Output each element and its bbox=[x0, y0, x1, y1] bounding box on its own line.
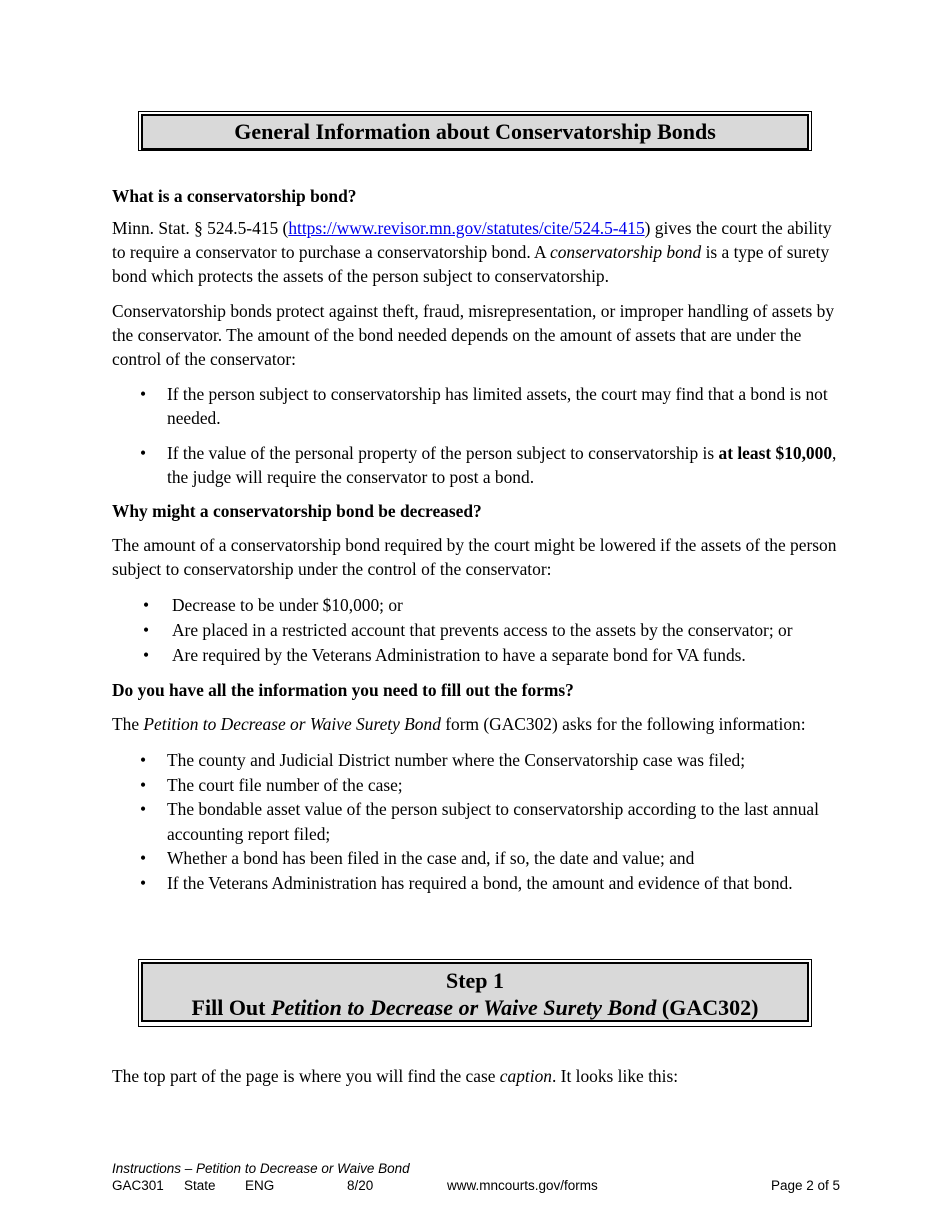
bond-conditions-list bbox=[112, 382, 840, 489]
list-item: • The bondable asset value of the person subject to conservatorship according to the last annual accounting report filed; bbox=[112, 797, 840, 846]
step-title-box bbox=[138, 959, 812, 1027]
statute-link[interactable]: https://www.revisor.mn.gov/statutes/cite/524.5-415 bbox=[288, 218, 645, 238]
heading-why-decreased: Why might a conservatorship bond be decreased? bbox=[112, 501, 482, 521]
conservatorship-bond-section bbox=[112, 184, 840, 895]
paragraph-bond-protection: Conservatorship bonds protect against theft, fraud, misrepresentation, or improper handling of assets by the conservator. The amount of the bond needed depends on the amount of assets that are under the control of the conservator: bbox=[112, 301, 835, 369]
footer-language: ENG bbox=[245, 1178, 275, 1193]
footer-info-row bbox=[112, 1177, 840, 1194]
section-title-box bbox=[138, 111, 812, 151]
paragraph-caption: The top part of the page is where you will find the case caption. It looks like this: bbox=[112, 1066, 679, 1086]
list-item: • If the Veterans Administration has required a bond, the amount and evidence of that bond. bbox=[112, 871, 840, 896]
step-description: Fill Out Petition to Decrease or Waive Surety Bond (GAC302) bbox=[191, 995, 759, 1020]
page-title: General Information about Conservatorship Bonds bbox=[141, 114, 809, 150]
list-item: • Whether a bond has been filed in the case and, if so, the date and value; and bbox=[112, 846, 840, 871]
list-item: • Are placed in a restricted account that prevents access to the assets by the conservator; or bbox=[112, 618, 840, 643]
footer-title: Instructions – Petition to Decrease or Waive Bond bbox=[112, 1161, 410, 1176]
paragraph-petition-form: The Petition to Decrease or Waive Surety Bond form (GAC302) asks for the following information: bbox=[112, 714, 806, 734]
caption-intro bbox=[112, 1064, 840, 1088]
heading-what-is-bond: What is a conservatorship bond? bbox=[112, 186, 357, 206]
page-footer bbox=[112, 1160, 840, 1194]
decrease-conditions-list bbox=[112, 593, 840, 668]
step-number: Step 1 bbox=[445, 968, 505, 993]
list-item: • Decrease to be under $10,000; or bbox=[112, 593, 840, 618]
paragraph-decrease: The amount of a conservatorship bond required by the court might be lowered if the assets of the person subject to conservatorship under the control of the conservator: bbox=[112, 535, 837, 579]
list-item: • If the person subject to conservatorship has limited assets, the court may find that a bond is not needed. bbox=[112, 382, 840, 430]
footer-page-number: Page 2 of 5 bbox=[770, 1178, 840, 1193]
list-item: • Are required by the Veterans Administration to have a separate bond for VA funds. bbox=[112, 643, 840, 668]
footer-date: 8/20 bbox=[347, 1178, 374, 1193]
footer-state: State bbox=[184, 1178, 216, 1193]
footer-form-number: GAC301 bbox=[112, 1178, 164, 1193]
list-item: • The court file number of the case; bbox=[112, 773, 840, 798]
list-item: • The county and Judicial District number where the Conservatorship case was filed; bbox=[112, 748, 840, 773]
list-item: • If the value of the personal property of the person subject to conservatorship is at least $10,000, the judge will require the conservator to post a bond. bbox=[112, 441, 840, 489]
step-heading bbox=[141, 962, 809, 1022]
heading-information-needed: Do you have all the information you need to fill out the forms? bbox=[112, 680, 574, 700]
paragraph-statute: Minn. Stat. § 524.5-415 (https://www.revisor.mn.gov/statutes/cite/524.5-415) gives the court the ability to require a conservator to purchase a conservatorship bond. A conservatorship bond is a type of surety bond which protects the assets of the person subject to conservatorship. bbox=[112, 218, 832, 286]
footer-url[interactable]: www.mncourts.gov/forms bbox=[447, 1178, 598, 1193]
required-information-list bbox=[112, 748, 840, 895]
